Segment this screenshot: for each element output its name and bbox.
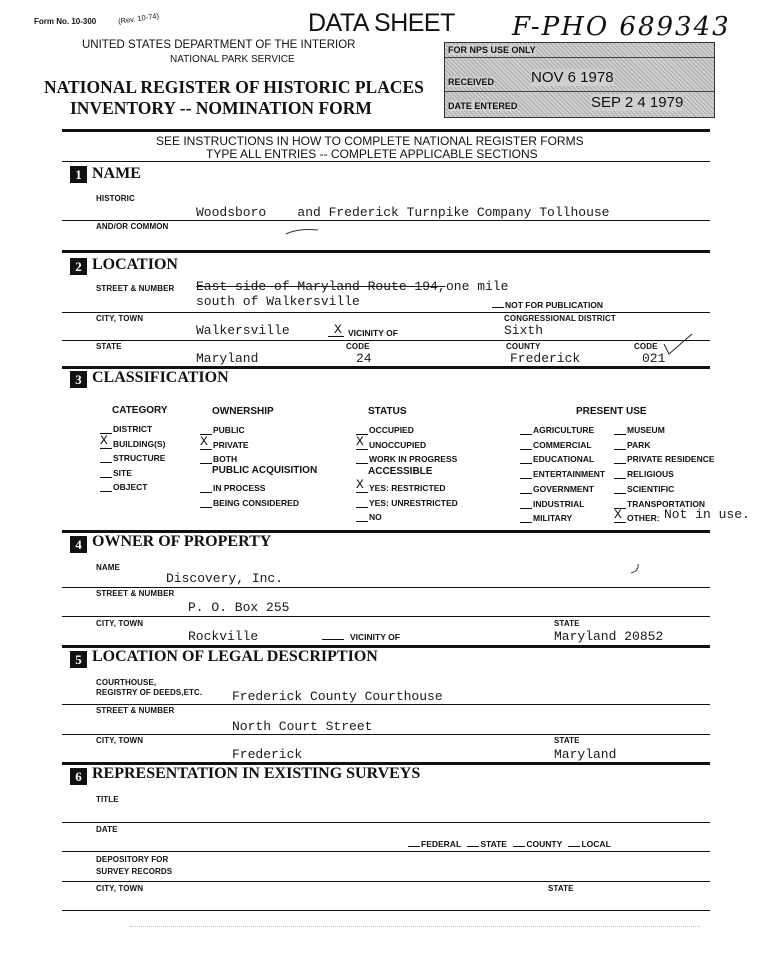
legal-city-label: CITY, TOWN — [96, 736, 144, 745]
category-option — [100, 467, 132, 478]
present-use-label: MUSEUM — [627, 425, 665, 435]
street-struck-text: East side of Maryland Route 194, — [196, 279, 446, 294]
owner-city-label: CITY, TOWN — [96, 619, 144, 628]
legal-city-value: Frederick — [232, 747, 303, 762]
category-label: SITE — [113, 467, 132, 478]
category-label: STRUCTURE — [113, 453, 166, 463]
courthouse-value: Frederick County Courthouse — [232, 689, 443, 704]
state-option: STATE — [480, 839, 507, 849]
acquisition-label: BEING CONSIDERED — [213, 497, 299, 508]
accessible-x-mark: X — [356, 477, 364, 492]
vicinity-label: VICINITY OF — [348, 328, 398, 338]
historic-label: HISTORIC — [96, 194, 135, 203]
section-5-title: LOCATION OF LEGAL DESCRIPTION — [92, 648, 378, 665]
section-1-number: 1 — [70, 166, 87, 183]
category-option — [100, 481, 147, 492]
category-heading: CATEGORY — [112, 405, 168, 416]
status-option — [356, 433, 427, 450]
acquisition-checkbox — [200, 497, 212, 508]
category-checkbox — [100, 432, 112, 449]
section-4-title: OWNER OF PROPERTY — [92, 533, 272, 550]
public-acquisition-heading: PUBLIC ACQUISITION — [212, 465, 318, 476]
category-option — [100, 452, 165, 463]
accessible-label: NO — [369, 512, 382, 522]
not-for-publication-label: NOT FOR PUBLICATION — [505, 300, 604, 310]
state-label: STATE — [96, 342, 122, 351]
owner-name-value: Discovery, Inc. — [166, 571, 284, 586]
entered-date: SEP 2 4 1979 — [591, 94, 684, 111]
ownership-label: BOTH — [213, 454, 238, 464]
legal-state-label: STATE — [554, 736, 580, 745]
present-use-label: SCIENTIFIC — [627, 483, 675, 494]
accessible-option — [356, 511, 382, 522]
owner-street-value: P. O. Box 255 — [188, 600, 290, 615]
accessible-checkbox — [356, 511, 368, 522]
street-value-line-2: south of Walkersville — [196, 294, 360, 309]
present-use-heading: PRESENT USE — [576, 406, 647, 417]
congressional-district-label: CONGRESSIONAL DISTRICT — [504, 314, 616, 323]
status-label: OCCUPIED — [369, 425, 414, 435]
accessible-option — [356, 477, 446, 493]
section-5-number: 5 — [70, 651, 87, 668]
owner-street-label: STREET & NUMBER — [96, 589, 175, 598]
section-6-number: 6 — [70, 768, 87, 785]
county-code-label: CODE — [634, 342, 658, 351]
state-code-label: CODE — [346, 342, 370, 351]
status-option — [356, 424, 414, 435]
status-x-mark: X — [356, 433, 364, 449]
county-code-value: 021 — [642, 351, 666, 366]
section-2-number: 2 — [70, 258, 87, 275]
city-value: Walkersville — [196, 323, 290, 338]
other-use-value: Not in use. — [664, 507, 750, 522]
section-2-title: LOCATION — [92, 256, 178, 273]
form-revision: (Rev. 10-74) — [117, 11, 160, 26]
accessible-checkbox — [356, 477, 368, 493]
accessible-heading: ACCESSIBLE — [368, 466, 433, 477]
present-use-checkbox — [614, 483, 626, 494]
courthouse-label-line-1: COURTHOUSE, — [96, 678, 157, 687]
present-use-label: PRIVATE RESIDENCE — [627, 454, 715, 465]
ownership-heading: OWNERSHIP — [212, 406, 274, 417]
present-use-checkbox — [520, 512, 532, 523]
present-use-label: OTHER: — [627, 513, 660, 524]
street-number-label: STREET & NUMBER — [96, 284, 175, 293]
survey-city-label: CITY, TOWN — [96, 884, 144, 893]
owner-state-label: STATE — [554, 619, 580, 628]
state-value: Maryland — [196, 351, 259, 366]
legal-street-label: STREET & NUMBER — [96, 706, 175, 715]
date-entered-label: DATE ENTERED — [448, 101, 518, 111]
present-use-checkbox — [614, 424, 626, 435]
present-use-label: COMMERCIAL — [533, 439, 592, 450]
ownership-checkbox — [200, 453, 212, 464]
faint-bottom-line — [130, 926, 700, 927]
form-title-line-1: NATIONAL REGISTER OF HISTORIC PLACES — [44, 77, 424, 97]
present-use-checkbox — [520, 424, 532, 435]
status-heading: STATUS — [368, 406, 407, 417]
present-use-label: EDUCATIONAL — [533, 454, 595, 465]
ownership-label: PRIVATE — [213, 439, 249, 450]
county-option: COUNTY — [526, 839, 563, 849]
congressional-district-value: Sixth — [504, 323, 544, 338]
section-3-number: 3 — [70, 371, 87, 388]
department-name: UNITED STATES DEPARTMENT OF THE INTERIOR — [82, 39, 356, 51]
instructions-line-2: TYPE ALL ENTRIES -- COMPLETE APPLICABLE SECTIONS — [206, 147, 538, 161]
ownership-option — [200, 453, 237, 464]
status-option — [356, 453, 457, 464]
present-use-label: ENTERTAINMENT — [533, 469, 606, 480]
handwritten-id: F-PHO 689343 — [512, 12, 731, 42]
present-use-label: TRANSPORTATION — [627, 498, 706, 509]
acquisition-checkbox — [200, 482, 212, 493]
owner-vicinity-label: VICINITY OF — [350, 632, 400, 642]
present-use-label: MILITARY — [533, 513, 573, 524]
present-use-option — [520, 483, 594, 494]
present-use-option — [614, 424, 665, 435]
accessible-option — [356, 497, 458, 508]
ownership-x-mark: X — [200, 433, 208, 449]
acquisition-label: IN PROCESS — [213, 483, 266, 493]
vicinity-mark: X — [334, 322, 342, 337]
received-date: NOV 6 1978 — [531, 69, 614, 86]
ownership-label: PUBLIC — [213, 425, 245, 435]
status-label: WORK IN PROGRESS — [369, 454, 458, 464]
category-checkbox — [100, 467, 112, 478]
present-use-option — [520, 512, 572, 523]
owner-state-value: Maryland 20852 — [554, 629, 664, 644]
section-3-title: CLASSIFICATION — [92, 369, 229, 386]
pencil-scribble — [284, 226, 324, 238]
historic-name-value: Woodsboro and Frederick Turnpike Company Tollhouse — [196, 205, 610, 220]
present-use-option — [614, 483, 674, 494]
present-use-option — [520, 498, 584, 509]
present-use-option — [520, 453, 594, 464]
present-use-checkbox — [520, 498, 532, 509]
state-code-value: 24 — [356, 351, 372, 366]
status-checkbox — [356, 453, 368, 464]
present-use-option — [614, 453, 715, 464]
survey-date-label: DATE — [96, 825, 118, 834]
present-use-checkbox — [520, 439, 532, 450]
present-use-label: RELIGIOUS — [627, 469, 674, 480]
pencil-mark — [628, 562, 642, 576]
survey-title-label: TITLE — [96, 795, 119, 804]
present-use-option — [520, 468, 605, 479]
category-label: BUILDING(S) — [113, 438, 166, 449]
ownership-option — [200, 433, 249, 450]
present-use-option — [614, 507, 660, 524]
category-checkbox — [100, 452, 112, 463]
section-4-number: 4 — [70, 536, 87, 553]
present-use-x-mark: X — [614, 507, 622, 523]
nps-use-box — [444, 42, 715, 118]
present-use-option — [520, 439, 592, 450]
present-use-option — [614, 439, 650, 450]
accessible-label: YES: UNRESTRICTED — [369, 497, 458, 508]
depository-label-line-1: DEPOSITORY FOR — [96, 855, 169, 864]
present-use-label: AGRICULTURE — [533, 425, 595, 435]
legal-state-value: Maryland — [554, 747, 617, 762]
nps-box-heading: FOR NPS USE ONLY — [448, 45, 536, 55]
present-use-label: GOVERNMENT — [533, 483, 594, 494]
category-checkbox — [100, 481, 112, 492]
accessible-label: YES: RESTRICTED — [369, 483, 446, 493]
check-mark — [662, 330, 696, 360]
present-use-checkbox — [520, 453, 532, 464]
present-use-checkbox — [614, 453, 626, 464]
ownership-checkbox — [200, 433, 212, 450]
legal-street-value: North Court Street — [232, 719, 373, 734]
present-use-label: INDUSTRIAL — [533, 498, 585, 509]
present-use-option — [520, 424, 594, 435]
present-use-option — [614, 468, 674, 479]
instructions-line-1: SEE INSTRUCTIONS IN HOW TO COMPLETE NATIONAL REGISTER FORMS — [156, 134, 584, 148]
county-label: COUNTY — [506, 342, 541, 351]
received-label: RECEIVED — [448, 77, 495, 87]
present-use-checkbox — [614, 439, 626, 450]
present-use-checkbox — [520, 468, 532, 479]
city-town-label: CITY, TOWN — [96, 314, 144, 323]
county-value: Frederick — [510, 351, 581, 366]
form-number: Form No. 10-300 — [34, 17, 97, 26]
form-title-line-2: INVENTORY -- NOMINATION FORM — [70, 98, 372, 118]
accessible-checkbox — [356, 497, 368, 508]
status-label: UNOCCUPIED — [369, 439, 427, 450]
section-1-title: NAME — [92, 165, 141, 182]
federal-option: FEDERAL — [421, 839, 461, 849]
status-checkbox — [356, 433, 368, 450]
present-use-label: PARK — [627, 439, 651, 450]
category-label: DISTRICT — [113, 424, 153, 434]
owner-city-value: Rockville — [188, 629, 259, 644]
category-option — [100, 432, 166, 449]
owner-name-label: NAME — [96, 563, 120, 572]
courthouse-label-line-2: REGISTRY OF DEEDS,ETC. — [96, 688, 203, 697]
present-use-checkbox — [614, 468, 626, 479]
common-name-label: AND/OR COMMON — [96, 222, 169, 231]
category-x-mark: X — [100, 432, 108, 448]
present-use-checkbox — [520, 483, 532, 494]
service-name: NATIONAL PARK SERVICE — [170, 54, 295, 65]
local-option: LOCAL — [581, 839, 611, 849]
section-6-title: REPRESENTATION IN EXISTING SURVEYS — [92, 765, 421, 782]
depository-label-line-2: SURVEY RECORDS — [96, 867, 173, 876]
acquisition-option — [200, 497, 299, 508]
category-label: OBJECT — [113, 482, 148, 492]
acquisition-option — [200, 482, 265, 493]
data-sheet-stamp: DATA SHEET — [308, 9, 455, 37]
street-value-rest: one mile — [446, 279, 509, 294]
present-use-checkbox — [614, 507, 626, 523]
survey-state-label: STATE — [548, 884, 574, 893]
